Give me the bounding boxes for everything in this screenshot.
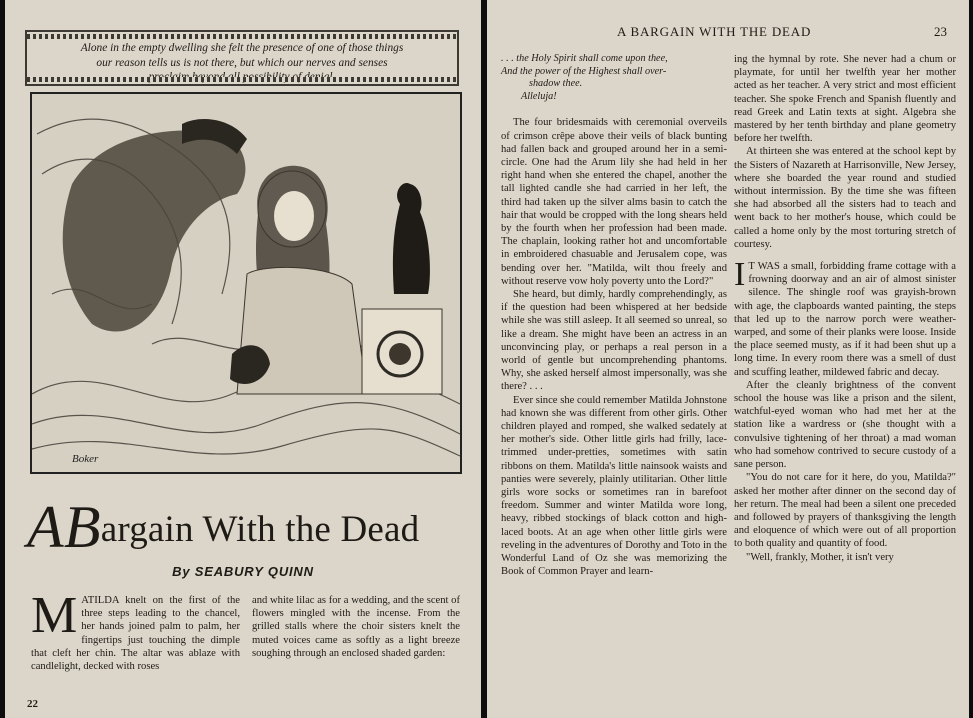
opening-word: ATILDA [81,595,119,606]
paragraph: After the cleanly brightness of the convent school the house was like a prison and the silent, watchful-eyed woman who had met her at the station like a wardress or (she thought with a convulsive tightening of her throat) a mad woman who had somehow contrived to secure custody of a sane person. [734,379,956,471]
page-number: 23 [934,24,947,39]
paragraph: The four bridesmaids with ceremonial overveils of crimson crêpe above their veils of black bunting had fallen back and grouped around her in a semi-circle. One had the Arum lily she had held in her right hand when she entered the chapel, another the tall lighted candle she had carried in her left, the third had taken up the silver alms basin to catch the hair that would be cropped with the long shears held by the fourth when her profession had been made. The chaplain, looking rather hot and uncomfortable in embroidered chasuable and Jerusalem cope, was bending over her. "Matilda, wilt thou freely and without reserve vow holy poverty unto the Lord?" [501,117,727,287]
caption-line: our reason tells us is not there, but which our nerves and senses [96,56,388,69]
verse-line: . . . the Holy Spirit shall come upon thee, [501,53,668,64]
section-initial: I [734,256,746,294]
opening-text: knelt on the first of the three steps leading to the chancel, her hands joined palm to palm, her fingertips just touching the dimple that cleft her chin. The altar was ablaze with candlelight, decked with roses [31,595,240,673]
page-number: 22 [27,698,38,710]
story-title [27,494,467,560]
ornament-border-top [27,34,457,39]
verse-line: And the power of the Highest shall over- [501,65,667,77]
verse-line: Alleluja! [521,90,557,102]
ornament-border-bottom [27,77,457,82]
story-illustration [30,92,462,474]
paragraph: ing the hymnal by rote. She never had a chum or playmate, for until her twelfth year her mother acted as her teacher. A very strict and most efficient teacher. She spoke French and Spanish fluently and read Greek and Latin texts at sight. Algebra she mastered by her tenth birthday and plane geometry before her twelfth. [734,54,956,145]
byline: By SEABURY QUINN [172,564,314,579]
title-swash-b: B [63,494,101,560]
running-head: A BARGAIN WITH THE DEAD [617,24,812,39]
left-page [5,0,481,718]
paragraph: "You do not care for it here, do you, Matilda?" asked her mother after dinner on the second day of her return. The meal had been a silent one preceded and followed by prayers of thanksgiving the length and eloquence of which were out of all proportion to both quality and quantity of food. [734,472,956,550]
caption-banner [25,30,459,86]
illustrator-signature: Boker [72,453,99,465]
right-column-1 [501,53,727,578]
verse-line: shadow thee. [529,78,583,90]
drop-cap: M [31,587,78,644]
section-lead: T WAS [748,261,780,273]
left-column-2 [252,594,460,660]
right-column-2 [734,53,956,564]
section-opening-paragraph [734,256,956,379]
title-swash-a: A [27,494,64,560]
illustration-drawing [32,94,460,472]
caption-line: Alone in the empty dwelling she felt the presence of one of those things [80,42,404,54]
left-column-1 [31,587,240,673]
hymn-verse [501,53,727,103]
right-page [487,0,969,718]
paragraph: She heard, but dimly, hardly comprehendingly, as if the question had been whispered at her bedside while she was still asleep. It all seemed so unreal, so like a dream. She might have been an actress in an unconvincing play, or perhaps a real person in a world of gentle but uncomprehending phantoms. Why, she asked herself almost impersonally, was she there? . . . [501,289,727,393]
section-text: a small, forbidding frame cottage with a frowning doorway and an air of almost sinister silence. The shingle roof was grayish-brown with age, the clapboards wanted painting, the steps that led up to the narrow porch were weather-warped, and some of their planks were loose. Inside the place seemed musty, as if it had been shut up a long time. In every room there was a smell of dust and scuffing leather, mildewed fabric and decay. [734,261,956,378]
paragraph: "Well, frankly, Mother, it isn't very [746,551,894,563]
paragraph: At thirteen she was entered at the school kept by the Sisters of Nazareth at Harrisonville, New Jersey, where she boarded the year round and studied without intermission. By the time she was fifteen she had absorbed all the sisters had to teach and went back to her mother's house, which could be called a home only by the most torturing stretch of courtesy. [734,146,956,250]
title-rest: argain With the Dead [100,509,420,550]
paragraph: and white lilac as for a wedding, and the scent of flowers mingled with the incense. From the grilled stalls where the choir sisters knelt the muted voices came as softly as a light breeze soughing through an enclosed shaded garden: [252,595,460,659]
opening-paragraph [31,587,240,673]
paragraph: Ever since she could remember Matilda Johnstone had known she was different from other girls. Other children played and romped, she walked sedately at her mother's side. Other little girls had frilly, lace-trimmed under-pretties, sometimes with satin ribbons on them. Matilda's little nainsook waists and panties were severely, plainly utilitarian. Other little girls wore socks or sometimes ran in barefoot freedom. Summer and winter Matilda wore long, heavy, ribbed stockings of black cotton and high-laced boots. At an age when other little girls were reveling in the adventures of Dorothy and Toto in the Wonderful Land of Oz she was memorizing the Book of Common Prayer and learn- [501,394,727,578]
